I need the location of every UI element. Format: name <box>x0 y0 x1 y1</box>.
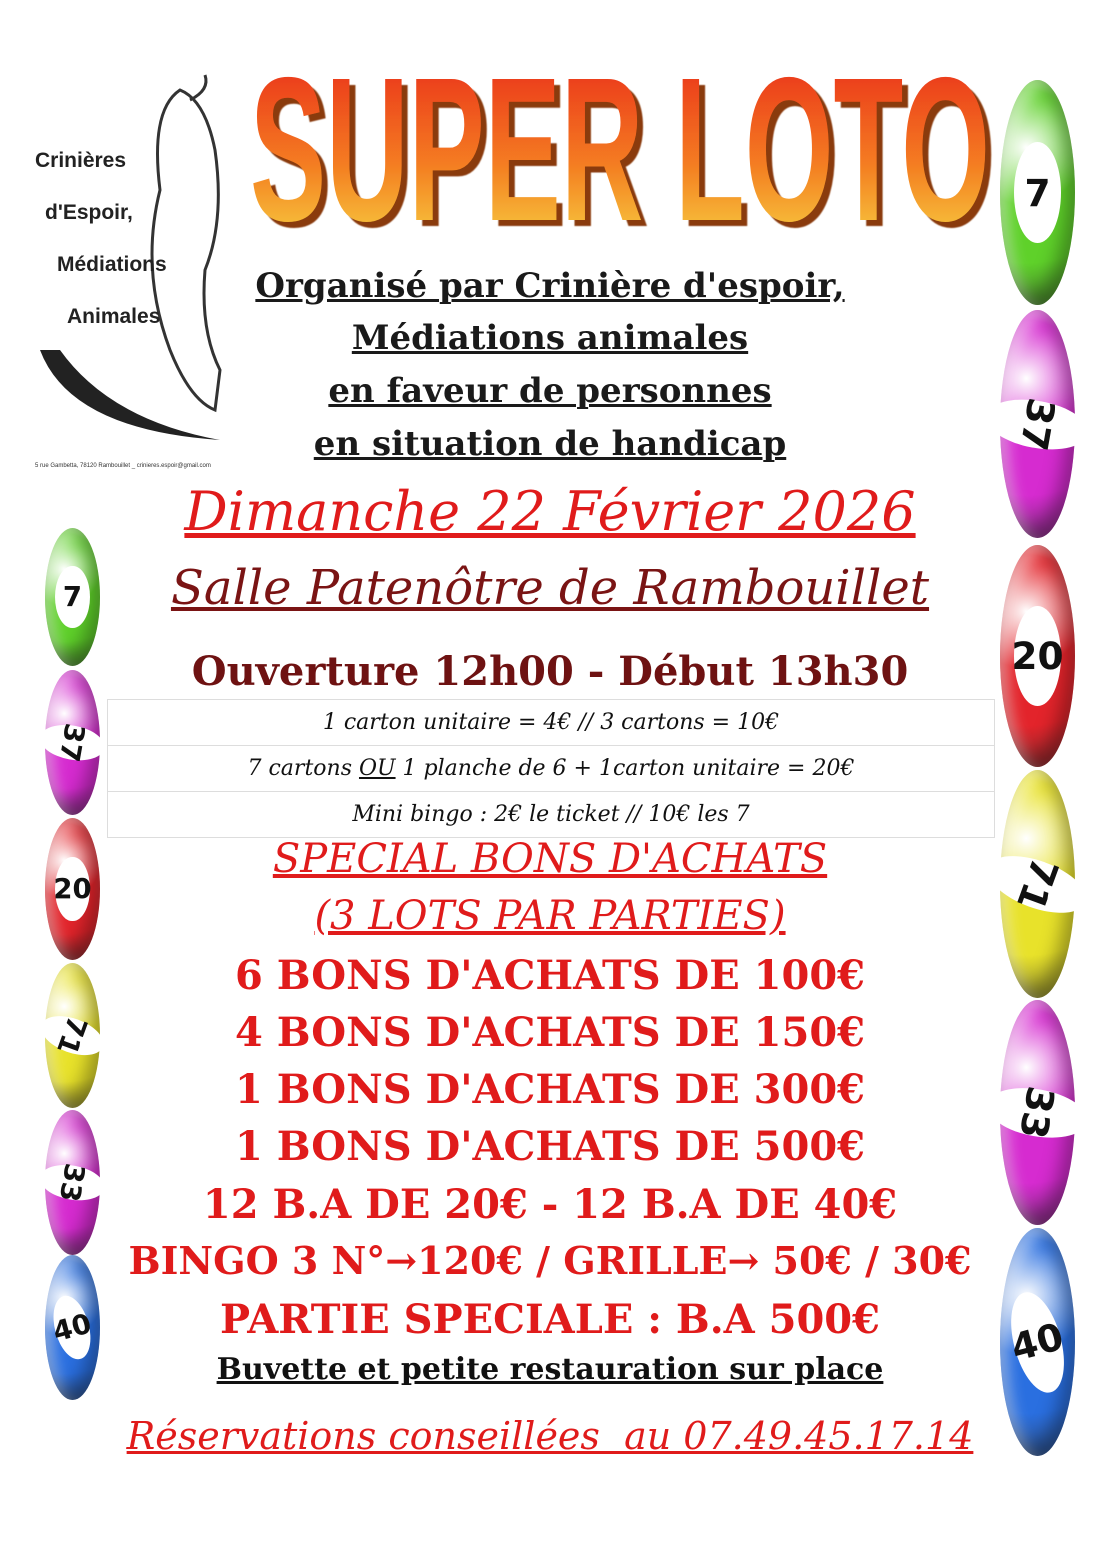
ball-number: 33 <box>984 1081 1092 1144</box>
organizer-line: en situation de handicap <box>313 424 787 464</box>
table-row <box>108 746 995 792</box>
organizer-line: en faveur de personnes <box>328 371 772 411</box>
logo-text: d'Espoir, <box>45 201 133 224</box>
bingo-ball-20 <box>45 818 100 960</box>
bingo-ball-33 <box>1000 1000 1075 1225</box>
price-text: 1 planche de 6 + 1carton unitaire = 20€ <box>395 756 855 781</box>
organizer-line: Organisé par Crinière d'espoir, <box>255 266 845 306</box>
bingo-ball-33 <box>45 1110 100 1255</box>
prize-line: 12 B.A DE 20€ - 12 B.A DE 40€ <box>202 1181 898 1228</box>
event-venue: Salle Patenôtre de Rambouillet <box>170 560 930 616</box>
bingo-ball-40 <box>45 1255 100 1400</box>
ball-number: 20 <box>1014 606 1061 706</box>
ball-number: 40 <box>48 1292 98 1364</box>
special-heading: (3 LOTS PAR PARTIES) <box>314 893 786 939</box>
special-heading: SPECIAL BONS D'ACHATS <box>272 836 828 882</box>
price-table <box>107 699 995 838</box>
ball-number: 71 <box>981 845 1093 924</box>
prize-line: 1 BONS D'ACHATS DE 300€ <box>235 1066 865 1113</box>
organizer-line: Médiations animales <box>351 318 749 358</box>
ball-number: 7 <box>1014 142 1061 243</box>
price-emphasis: OU <box>358 756 396 781</box>
refreshments-note: Buvette et petite restauration sur place <box>216 1352 884 1387</box>
bingo-ball-20 <box>1000 545 1075 767</box>
prize-line: PARTIE SPECIALE : B.A 500€ <box>220 1296 880 1343</box>
ball-number: 40 <box>1002 1286 1073 1397</box>
logo-text: Crinières <box>35 149 127 172</box>
reservation-phone: Réservations conseillées au 07.49.45.17.14 <box>126 1414 974 1458</box>
bingo-ball-7 <box>45 528 100 666</box>
ball-number: 20 <box>55 857 89 921</box>
logo-text: Animales <box>67 305 161 328</box>
prize-line: 6 BONS D'ACHATS DE 100€ <box>235 952 865 999</box>
super-loto-title <box>225 20 1005 250</box>
prize-line: 1 BONS D'ACHATS DE 500€ <box>235 1123 865 1170</box>
table-row <box>108 792 995 838</box>
ball-number: 71 <box>36 1008 109 1062</box>
ball-number: 37 <box>37 720 107 765</box>
bingo-ball-37 <box>1000 310 1075 538</box>
bingo-ball-71 <box>45 963 100 1108</box>
ball-number: 33 <box>37 1160 107 1205</box>
price-cell: 1 carton unitaire = 4€ // 3 cartons = 10€ <box>108 700 995 746</box>
bingo-ball-7 <box>1000 80 1075 305</box>
logo-address: 5 rue Gambetta, 78120 Rambouillet _ crinieres.espoir@gmail.com <box>35 463 211 469</box>
title-text: SUPER LOTO <box>250 35 990 250</box>
event-date: Dimanche 22 Février 2026 <box>184 480 916 543</box>
prize-line: 4 BONS D'ACHATS DE 150€ <box>235 1009 865 1056</box>
table-row <box>108 700 995 746</box>
bingo-ball-37 <box>45 670 100 815</box>
bingo-ball-71 <box>1000 770 1075 998</box>
price-cell <box>108 746 995 792</box>
ball-number: 7 <box>55 566 89 628</box>
price-text: 7 cartons <box>247 756 359 781</box>
event-hours: Ouverture 12h00 - Début 13h30 <box>191 648 909 695</box>
ball-number: 37 <box>983 392 1092 456</box>
price-cell: Mini bingo : 2€ le ticket // 10€ les 7 <box>108 792 995 838</box>
logo-text: Médiations <box>57 253 167 276</box>
prize-line: BINGO 3 N°→120€ / GRILLE→ 50€ / 30€ <box>128 1238 972 1283</box>
bingo-ball-40 <box>1000 1228 1075 1456</box>
